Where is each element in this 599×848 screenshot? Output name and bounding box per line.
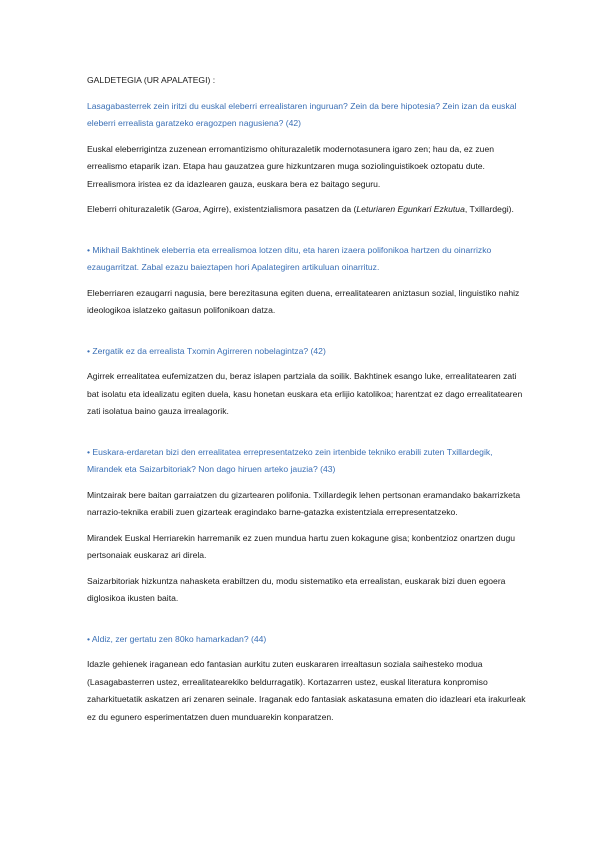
answer-4-2: Mirandek Euskal Herriarekin harremanik ez zuen mundua hartu zuen kokagune gisa; konbentzioz onartzen dugu pertsonaiak euskaraz ari direla.	[87, 532, 516, 560]
question-1: Lasagabasterrek zein iritzi du euskal eleberri errealistaren inguruan? Zein da bere hipotesia? Zein izan da euskal eleberri errealista garatzeko eragozpen nagusiena? (42)	[87, 100, 517, 128]
question-3: • Zergatik ez da errealista Txomin Agirreren nobelagintza? (42)	[87, 345, 326, 356]
question-5: • Aldiz, zer gertatu zen 80ko hamarkadan? (44)	[87, 633, 267, 644]
answer-3-1: Agirrek errealitatea eufemizatzen du, beraz islapen partziala da soilik. Bakhtinek esango luke, errealitatearen zati bat isolatu eta idealizatu egiten duela, kasu honetan euskara eta erlijio katolikoa; harentzat ez dago errealitatearen zati isolatua baino gauza irrealagorik.	[87, 371, 523, 416]
answer-5-1: Idazle gehienek iraganean edo fantasian aurkitu zuten euskararen irrealtasun soziala saihesteko modua (Lasagabasterren ustez, errealitatearekiko beldurragatik). Kortazarren ustez, euskal literatura konpromiso zaharkituetatik askatzen ari zenaren seinale. Iraganak edo fantasiak askatasuna ematen dio idazleari eta irakurleak ez du egunero esperimentatzen duen munduarekin konparatzen.	[87, 659, 526, 722]
answer-4-1: Mintzairak bere baitan garraiatzen du gizartearen polifonia. Txillardegik lehen pertsonan eramandako bakarrizketa narrazio-teknika erabili zuen gizarteak eragindako barne-gatazka existentziala errepresentatzeko.	[87, 489, 521, 517]
document-title: GALDETEGIA (UR APALATEGI) :	[87, 75, 216, 85]
answer-4-3: Saizarbitoriak hizkuntza nahasketa erabiltzen du, modu sistematiko eta errealistan, euskarak bizi duen egoera diglosikoa ikusten baita.	[87, 575, 506, 603]
question-4: • Euskara-erdaretan bizi den errealitatea errepresentatzeko zein irtenbide tekniko erabili zuten Txillardegik, Mirandek eta Saizarbitoriak? Non dago hiruen arteko jauzia? (43)	[87, 446, 493, 474]
answer-1-1: Euskal eleberrigintza zuzenean erromantizismo ohiturazaletik modernotasunera igaro zen; hau da, ez zuen errealismo etaparik izan. Etapa hau gauzatzea gure hizkuntzaren muga soziolinguistikoek oztopatu dute. Errealismora iristea ez da idazlearen gauza, euskara bera ez baitago seguru.	[87, 143, 495, 189]
document-body	[87, 72, 527, 726]
question-2: • Mikhail Bakhtinek eleberria eta errealismoa lotzen ditu, eta haren izaera polifonikoa hartzen du oinarrizko ezaugarritzat. Zabal ezazu baieztapen hori Apalategiren artikuluan oinarrituz.	[87, 244, 492, 272]
work-title-leturia: Leturiaren Egunkari Ezkutua	[356, 204, 465, 214]
answer-1-2: Eleberri ohiturazaletik (Garoa, Agirre), existentzialismora pasatzen da (Leturiaren Egunkari Ezkutua, Txillardegi).	[87, 204, 514, 214]
work-title-garoa: Garoa	[174, 204, 199, 214]
answer-2-1: Eleberriaren ezaugarri nagusia, bere berezitasuna egiten duena, errealitatearen aniztasun sozial, linguistiko nahiz ideologikoa islatzeko gaitasun polifonikoan datza.	[87, 287, 520, 315]
